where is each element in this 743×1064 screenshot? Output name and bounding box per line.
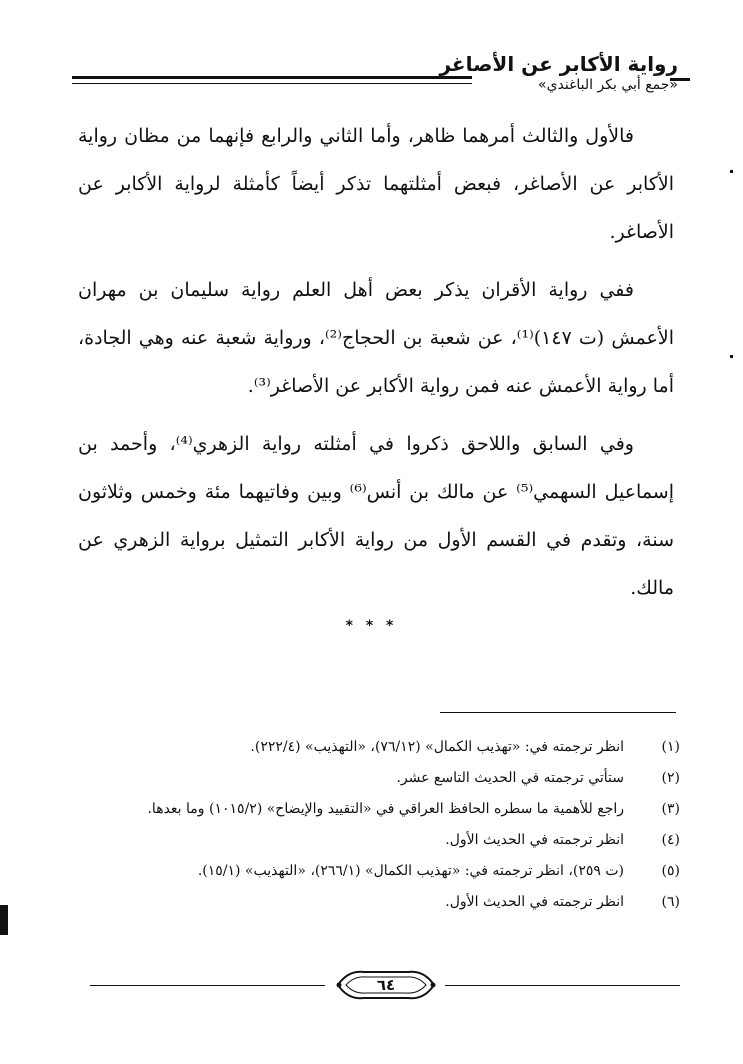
footnote-text: (ت ٢٥٩)، انظر ترجمته في: «تهذيب الكمال» (٢٦٦/١)، «التهذيب» (١٥/١).	[197, 863, 624, 879]
section-separator: * * *	[345, 618, 398, 634]
page-number-ornament	[334, 966, 438, 1004]
footer-rule-right	[445, 985, 680, 986]
footer-rule-left	[90, 985, 325, 986]
footnote-number: (١)	[661, 739, 680, 755]
header-dash	[670, 78, 690, 81]
footnote-1	[90, 732, 680, 763]
footnote-number: (٤)	[661, 832, 680, 848]
scan-mark	[0, 905, 8, 935]
footnotes	[90, 732, 680, 918]
footnote-text: انظر ترجمته في الحديث الأول.	[445, 894, 624, 910]
footnote-6	[90, 887, 680, 918]
page-number: ٦٤	[376, 976, 396, 994]
footnote-number: (٣)	[661, 801, 680, 817]
footnote-number: (٥)	[661, 863, 680, 879]
footnote-rule	[440, 712, 676, 713]
footnote-4	[90, 825, 680, 856]
footnote-2	[90, 763, 680, 794]
main-text	[78, 112, 674, 612]
paragraph-3: وفي السابق واللاحق ذكروا في أمثلته رواية الزهري⁽⁴⁾، وأحمد بن إسماعيل السهمي⁽⁵⁾ عن مالك بن أنس⁽⁶⁾ وبين وفاتيهما مئة وخمس وثلاثون سنة، وتقدم في القسم الأول من رواية الأكابر التمثيل برواية الزهري عن مالك.	[78, 433, 675, 599]
header-title: رواية الأكابر عن الأصاغر	[439, 52, 678, 76]
footnote-5	[90, 856, 680, 887]
footnote-number: (٦)	[661, 894, 680, 910]
scan-mark	[730, 355, 733, 358]
footnote-3	[90, 794, 680, 825]
paragraph-2: ففي رواية الأقران يذكر بعض أهل العلم رواية سليمان بن مهران الأعمش (ت ١٤٧)⁽¹⁾، عن شعبة بن الحجاج⁽²⁾، ورواية شعبة عنه وهي الجادة، أما رواية الأعمش عنه فمن رواية الأكابر عن الأصاغر⁽³⁾.	[78, 279, 674, 397]
footnote-number: (٢)	[661, 770, 680, 786]
footnote-text: انظر ترجمته في الحديث الأول.	[445, 832, 624, 848]
footnote-text: انظر ترجمته في: «تهذيب الكمال» (٧٦/١٢)، «التهذيب» (٢٢٢/٤).	[250, 739, 624, 755]
header-subtitle: «جمع أبي بكر الباغندي»	[538, 77, 678, 93]
footnote-text: ستأتي ترجمته في الحديث التاسع عشر.	[396, 770, 624, 786]
footnote-text: راجع للأهمية ما سطره الحافظ العراقي في «التقييد والإيضاح» (١٠١٥/٢) وما بعدها.	[147, 801, 624, 817]
paragraph-1: فالأول والثالث أمرهما ظاهر، وأما الثاني والرابع فإنهما من مظان رواية الأكابر عن الأصاغر، فبعض أمثلتهما تذكر أيضاً كأمثلة لرواية الأكابر عن الأصاغر.	[78, 125, 674, 243]
scan-mark	[730, 170, 733, 173]
header-rule-thin	[72, 83, 472, 84]
page-footer	[90, 966, 680, 1006]
running-header	[72, 52, 678, 100]
header-rule	[72, 76, 472, 79]
